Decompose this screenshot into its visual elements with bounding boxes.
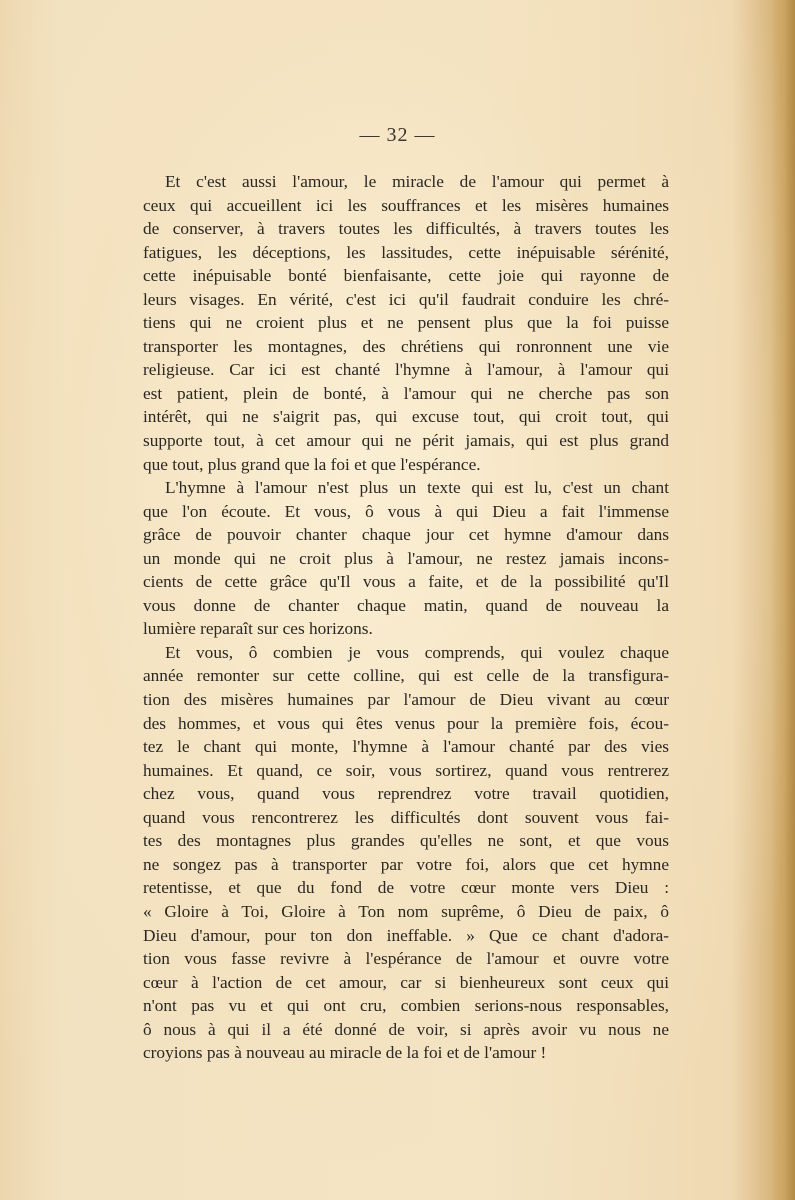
page-number: — 32 — <box>359 124 436 146</box>
text-line: ne songez pas à transporter par votre foi, alors que cet hymne <box>143 854 669 874</box>
text-line: lumière reparaît sur ces horizons. <box>143 619 373 639</box>
body-text <box>143 170 669 1065</box>
page-edge-shadow <box>771 0 795 1200</box>
text-line: Et c'est aussi l'amour, le miracle de l'amour qui permet à <box>165 172 669 191</box>
text-line: est patient, plein de bonté, à l'amour qui ne cherche pas son <box>143 383 669 403</box>
text-line: L'hymne à l'amour n'est plus un texte qui est lu, c'est un chant <box>165 478 669 498</box>
text-line: année remonter sur cette colline, qui est celle de la transfigura- <box>143 666 669 686</box>
text-line: croyions pas à nouveau au miracle de la foi et de l'amour ! <box>143 1043 547 1063</box>
text-line: « Gloire à Toi, Gloire à Ton nom suprême, ô Dieu de paix, ô <box>143 901 669 921</box>
text-line: n'ont pas vu et qui ont cru, combien serions-nous responsables, <box>143 996 669 1016</box>
text-line: retentisse, et que du fond de votre cœur monte vers Dieu : <box>143 878 669 898</box>
text-line: tez le chant qui monte, l'hymne à l'amour chanté par des vies <box>143 737 669 757</box>
text-line: tion des misères humaines par l'amour de Dieu vivant au cœur <box>143 690 669 710</box>
text-line: supporte tout, à cet amour qui ne périt jamais, qui est plus grand <box>143 431 669 451</box>
text-line: leurs visages. En vérité, c'est ici qu'il faudrait conduire les chré- <box>143 289 669 309</box>
text-line: ceux qui accueillent ici les souffrances et les misères humaines <box>143 195 669 215</box>
text-line: Dieu d'amour, pour ton don ineffable. » Que ce chant d'adora- <box>143 925 669 945</box>
text-line: de conserver, à travers toutes les difficultés, à travers toutes les <box>143 219 669 239</box>
text-line: grâce de pouvoir chanter chaque jour cet hymne d'amour dans <box>143 525 669 545</box>
text-line: fatigues, les déceptions, les lassitudes, cette inépuisable sérénité, <box>143 242 669 262</box>
text-line: Et vous, ô combien je vous comprends, qui voulez chaque <box>165 642 669 662</box>
text-line: transporter les montagnes, des chrétiens qui ronronnent une vie <box>143 336 669 356</box>
text-line: intérêt, qui ne s'aigrit pas, qui excuse tout, qui croit tout, qui <box>143 407 669 427</box>
text-line: religieuse. Car ici est chanté l'hymne à l'amour, à l'amour qui <box>143 360 669 380</box>
text-line: humaines. Et quand, ce soir, vous sortirez, quand vous rentrerez <box>143 760 669 780</box>
text-line: vous donne de chanter chaque matin, quand de nouveau la <box>143 595 669 615</box>
text-line: tiens qui ne croient plus et ne pensent plus que la foi puisse <box>143 313 669 333</box>
text-line: que tout, plus grand que la foi et que l'espérance. <box>143 454 481 474</box>
text-line: cette inépuisable bonté bienfaisante, cette joie qui rayonne de <box>143 266 669 286</box>
text-line: que l'on écoute. Et vous, ô vous à qui Dieu a fait l'immense <box>143 501 669 521</box>
text-line: ô nous à qui il a été donné de voir, si après avoir vu nous ne <box>143 1019 669 1039</box>
text-line: cœur à l'action de cet amour, car si bienheureux sont ceux qui <box>143 972 669 992</box>
text-line: tion vous fasse revivre à l'espérance de l'amour et ouvre votre <box>143 949 669 969</box>
text-line: quand vous rencontrerez les difficultés dont souvent vous fai- <box>143 807 669 827</box>
text-line: tes des montagnes plus grandes qu'elles ne sont, et que vous <box>143 831 669 851</box>
text-line: chez vous, quand vous reprendrez votre travail quotidien, <box>143 784 669 804</box>
text-line: cients de cette grâce qu'Il vous a faite, et de la possibilité qu'Il <box>143 572 669 592</box>
text-line: des hommes, et vous qui êtes venus pour la première fois, écou- <box>143 713 669 733</box>
text-line: un monde qui ne croit plus à l'amour, ne restez jamais incons- <box>143 548 669 568</box>
